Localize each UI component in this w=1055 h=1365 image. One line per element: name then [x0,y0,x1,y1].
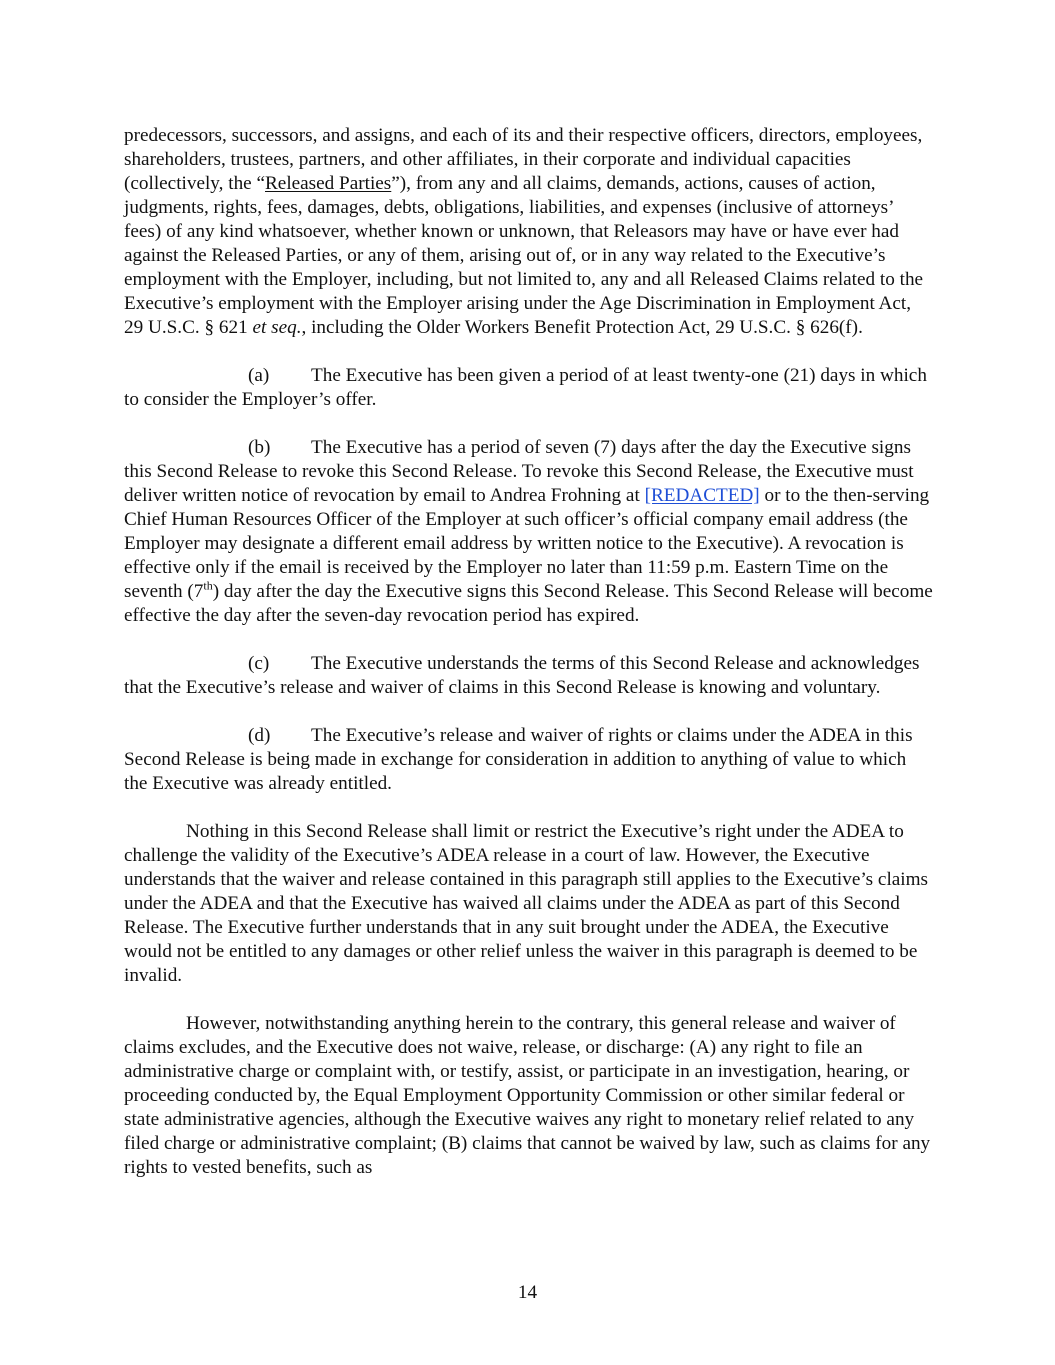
item-c-text: The Executive understands the terms of this Second Release and acknowledges that the Executive’s release and waiver of claims in this Second Release is knowing and voluntary. [124,653,920,698]
item-d-text: The Executive’s release and waiver of rights or claims under the ADEA in this Second Release is being made in exchange for consideration in addition to anything of value to which the Executive was already entitled. [124,725,913,794]
item-a-text: The Executive has been given a period of at least twenty-one (21) days in which to consider the Employer’s offer. [124,365,927,410]
intro-paragraph: predecessors, successors, and assigns, and each of its and their respective officers, directors, employees, shareholders, trustees, partners, and other affiliates, in their corporate and individual capacities (collectively, the “Released Parties”), from any and all claims, demands, actions, causes of action, judgments, rights, fees, damages, debts, obligations, liabilities, and expenses (inclusive of attorneys’ fees) of any kind whatsoever, whether known or unknown, that Releasors may have or have ever had against the Released Parties, or any of them, arising out of, or in any way related to the Executive’s employment with the Employer, including, but not limited to, any and all Released Claims related to the Executive’s employment with the Employer arising under the Age Discrimination in Employment Act, 29 U.S.C. § 621 et seq., including the Older Workers Benefit Protection Act, 29 U.S.C. § 626(f). [124,125,924,338]
page-number: 14 [517,1282,538,1303]
document-page [124,124,934,1180]
ordinal-superscript: th [203,578,213,593]
released-parties-term: Released Parties [265,173,392,194]
item-a-paragraph [124,364,934,412]
item-c-label: (c) [248,653,270,674]
redacted-email-link[interactable]: [REDACTED] [644,485,760,506]
item-a-label: (a) [248,365,270,386]
nothing-paragraph: Nothing in this Second Release shall limit or restrict the Executive’s right under the ADEA to challenge the validity of the Executive’s ADEA release in a court of law. However, the Executive understands that the waiver and release contained in this paragraph still applies to the Executive’s claims under the ADEA and that the Executive has waived all claims under the ADEA as part of this Second Release. The Executive further understands that in any suit brought under the ADEA, the Executive would not be entitled to any damages or other relief unless the waiver in this paragraph is deemed to be invalid. [124,821,929,986]
item-b-label: (b) [248,437,271,458]
item-b-paragraph: (b) The Executive has a period of seven (7) days after the day the Executive signs this Second Release to revoke this Second Release. To revoke this Second Release, the Executive must deliver written notice of revocation by email to Andrea Frohning at [REDACTED] or to the then-serving Chief Human Resources Officer of the Employer at such officer’s official company email address (the Employer may designate a different email address by written notice to the Executive). A revocation is effective only if the email is received by the Employer no later than 11:59 p.m. Eastern Time on the seventh (7th) day after the day the Executive signs this Second Release. This Second Release will become effective the day after the seven-day revocation period has expired. [124,437,933,626]
item-c-paragraph [124,652,934,700]
item-d-paragraph [124,724,934,796]
et-seq-italic: et seq. [252,317,302,338]
item-d-label: (d) [248,725,271,746]
however-paragraph: However, notwithstanding anything herein to the contrary, this general release and waiver of claims excludes, and the Executive does not waive, release, or discharge: (A) any right to file an administrative charge or complaint with, or testify, assist, or participate in an investigation, hearing, or proceeding conducted by, the Equal Employment Opportunity Commission or other similar federal or state administrative agencies, although the Executive waives any right to monetary relief related to any filed charge or administrative complaint; (B) claims that cannot be waived by law, such as claims for any rights to vested benefits, such as [124,1013,931,1178]
